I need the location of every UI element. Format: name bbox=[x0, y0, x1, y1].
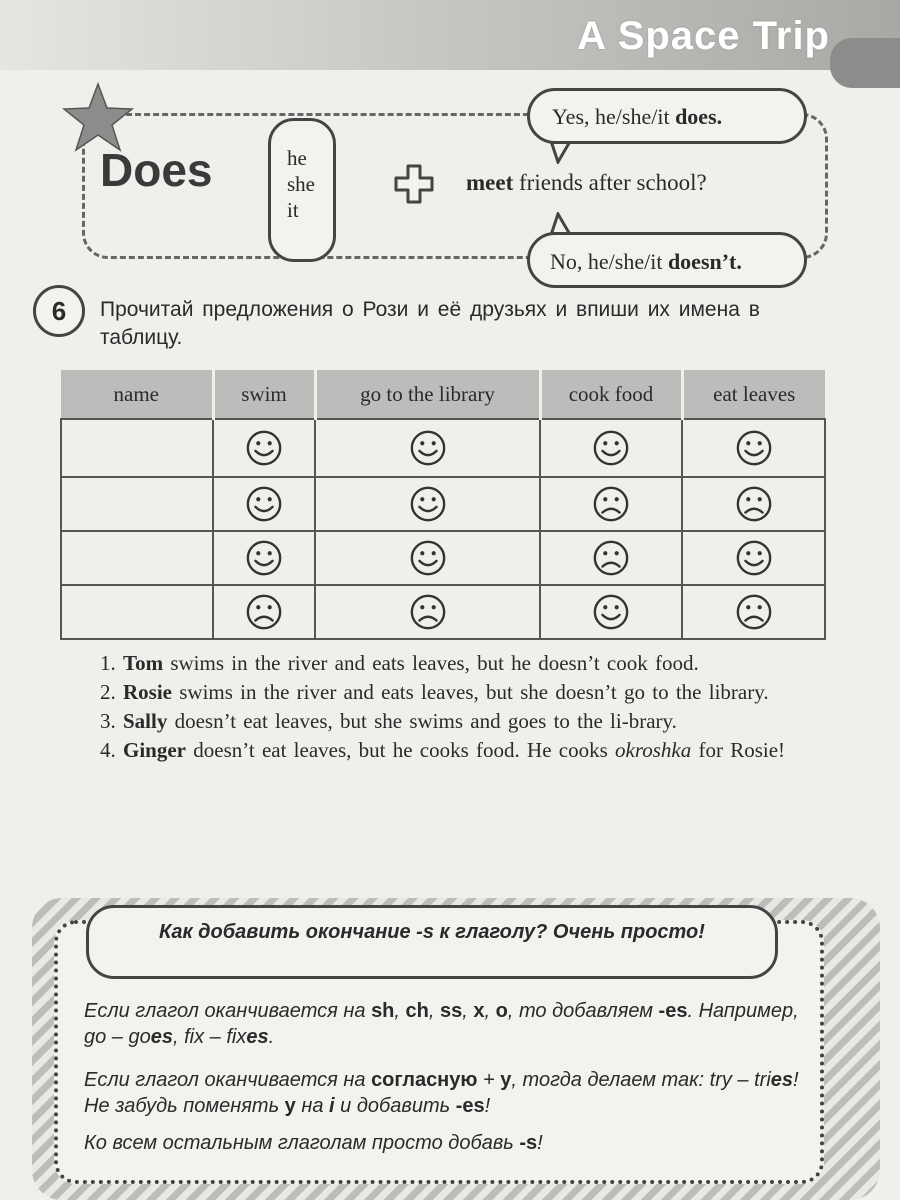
sentence-item bbox=[100, 650, 800, 677]
sentence-number: 2. bbox=[100, 680, 116, 704]
table-row bbox=[61, 477, 825, 531]
rule-text: ! Не забудь поменять bbox=[84, 1069, 799, 1117]
answer-no-word: doesn’t. bbox=[667, 249, 742, 274]
sentence-item bbox=[100, 708, 800, 735]
face-cell bbox=[540, 419, 682, 477]
rule-ending: ss bbox=[440, 1000, 463, 1022]
rule-ending: -es bbox=[455, 1095, 485, 1117]
rule-ending: ch bbox=[405, 1000, 429, 1022]
face-cell bbox=[540, 477, 682, 531]
names-table bbox=[60, 370, 826, 640]
answer-yes-bubble bbox=[527, 88, 807, 144]
rule-text: Если глагол оканчивается на bbox=[84, 1069, 366, 1091]
rule-text: и добавить bbox=[340, 1095, 451, 1117]
sentence-name: Ginger bbox=[123, 738, 186, 762]
rule-text: . Например, go – go bbox=[84, 1000, 799, 1048]
unit-title: A Space Trip bbox=[577, 14, 830, 58]
col-header-name: name bbox=[61, 370, 213, 419]
happy-face-icon bbox=[409, 485, 447, 523]
happy-face-icon bbox=[245, 539, 283, 577]
rule-ending: у bbox=[500, 1069, 512, 1091]
sentence-number: 3. bbox=[100, 709, 116, 733]
happy-face-icon bbox=[735, 429, 773, 467]
rule-ending: o bbox=[495, 1000, 508, 1022]
sentence-list bbox=[100, 650, 800, 766]
name-cell[interactable] bbox=[61, 419, 213, 477]
face-cell bbox=[315, 419, 540, 477]
face-cell bbox=[213, 585, 315, 639]
pronoun-capsule bbox=[268, 118, 336, 262]
rule-ending: es bbox=[246, 1026, 269, 1048]
pronoun-she: she bbox=[287, 172, 315, 196]
face-cell bbox=[540, 585, 682, 639]
happy-face-icon bbox=[735, 539, 773, 577]
sad-face-icon bbox=[735, 593, 773, 631]
happy-face-icon bbox=[409, 539, 447, 577]
does-word: Does bbox=[100, 144, 213, 196]
table-header-row bbox=[61, 370, 825, 419]
rule-title: Как добавить окончание -s к глаголу? Очень просто! bbox=[86, 905, 778, 979]
rule-text: , fix – fix bbox=[172, 1026, 247, 1048]
rule-text: Если глагол оканчивается на bbox=[84, 1000, 366, 1022]
rule-paragraph-3 bbox=[84, 1130, 804, 1156]
pronoun-it: it bbox=[287, 198, 299, 222]
sad-face-icon bbox=[592, 539, 630, 577]
answer-yes-prefix: Yes, he/she/it bbox=[552, 104, 670, 129]
happy-face-icon bbox=[592, 593, 630, 631]
plus-icon bbox=[393, 163, 435, 205]
pronoun-he: he bbox=[287, 146, 307, 170]
sentence-text: doesn’t eat leaves, but he cooks food. He cooks bbox=[193, 738, 608, 762]
face-cell bbox=[213, 531, 315, 585]
answer-no-prefix: No, he/she/it bbox=[550, 249, 663, 274]
question-rest: friends after school? bbox=[519, 170, 707, 195]
sentence-item bbox=[100, 737, 800, 764]
face-cell bbox=[682, 419, 825, 477]
rule-text: Ко всем остальным глаголам просто добавь bbox=[84, 1132, 514, 1154]
rule-text: то добавляем bbox=[518, 1000, 653, 1022]
rule-paragraph-1: Если глагол оканчивается на sh, ch, ss, x, o, то добавляем -es. Например, go – goes, fix – fixes. bbox=[84, 1000, 799, 1048]
exercise-instruction: Прочитай предложения о Рози и её друзьях и впиши их имена в таблицу. bbox=[100, 298, 760, 349]
name-cell[interactable] bbox=[61, 585, 213, 639]
rule-text: + bbox=[483, 1069, 495, 1091]
col-header-library: go to the library bbox=[315, 370, 540, 419]
col-header-cook: cook food bbox=[540, 370, 682, 419]
answer-yes-word: does. bbox=[675, 104, 723, 129]
rule-text: ! bbox=[484, 1095, 491, 1117]
sentence-name: Tom bbox=[123, 651, 164, 675]
sentence-number: 1. bbox=[100, 651, 116, 675]
face-cell bbox=[540, 531, 682, 585]
question-verb: meet bbox=[466, 170, 514, 195]
face-cell bbox=[682, 477, 825, 531]
col-header-leaves: eat leaves bbox=[682, 370, 825, 419]
face-cell bbox=[315, 531, 540, 585]
rule-text: на bbox=[301, 1095, 324, 1117]
rule-ending: sh bbox=[371, 1000, 395, 1022]
sentence-italic-word: okroshka bbox=[615, 738, 692, 762]
face-cell bbox=[682, 531, 825, 585]
header-tab bbox=[830, 38, 900, 88]
sentence-text: swims in the river and eats leaves, but he doesn’t cook food. bbox=[170, 651, 699, 675]
face-cell bbox=[213, 477, 315, 531]
sad-face-icon bbox=[592, 485, 630, 523]
rule-ending: у bbox=[284, 1095, 296, 1117]
sentence-text: swims in the river and eats leaves, but she doesn’t go to the library. bbox=[179, 680, 769, 704]
sentence-number: 4. bbox=[100, 738, 116, 762]
sentence-tail: for Rosie! bbox=[698, 738, 786, 762]
rule-text: ! bbox=[537, 1132, 543, 1154]
name-cell[interactable] bbox=[61, 531, 213, 585]
rule-ending: -s bbox=[519, 1132, 538, 1154]
sentence-name: Sally bbox=[123, 709, 168, 733]
rule-ending: es bbox=[150, 1026, 173, 1048]
happy-face-icon bbox=[245, 485, 283, 523]
sentence-text: doesn’t eat leaves, but she swims and goes to the li-brary. bbox=[174, 709, 677, 733]
happy-face-icon bbox=[245, 429, 283, 467]
sad-face-icon bbox=[409, 593, 447, 631]
question-text bbox=[466, 170, 707, 196]
table-body bbox=[61, 419, 825, 639]
sentence-item bbox=[100, 679, 800, 706]
rule-text: , тогда делаем так: try – tri bbox=[511, 1069, 771, 1091]
happy-face-icon bbox=[592, 429, 630, 467]
table-row bbox=[61, 585, 825, 639]
face-cell bbox=[213, 419, 315, 477]
face-cell bbox=[315, 585, 540, 639]
col-header-swim: swim bbox=[213, 370, 315, 419]
exercise-number: 6 bbox=[33, 285, 85, 337]
rule-ending: -es bbox=[658, 1000, 688, 1022]
face-cell bbox=[315, 477, 540, 531]
sentence-name: Rosie bbox=[123, 680, 172, 704]
table-row bbox=[61, 531, 825, 585]
rule-ending: i bbox=[329, 1095, 335, 1117]
answer-no-bubble bbox=[527, 232, 807, 288]
rule-ending: согласную bbox=[371, 1069, 478, 1091]
sad-face-icon bbox=[245, 593, 283, 631]
rule-ending: es bbox=[770, 1069, 794, 1091]
rule-ending: x bbox=[473, 1000, 485, 1022]
sad-face-icon bbox=[735, 485, 773, 523]
face-cell bbox=[682, 585, 825, 639]
table-row bbox=[61, 419, 825, 477]
name-cell[interactable] bbox=[61, 477, 213, 531]
rule-paragraph-2 bbox=[84, 1067, 804, 1119]
happy-face-icon bbox=[409, 429, 447, 467]
